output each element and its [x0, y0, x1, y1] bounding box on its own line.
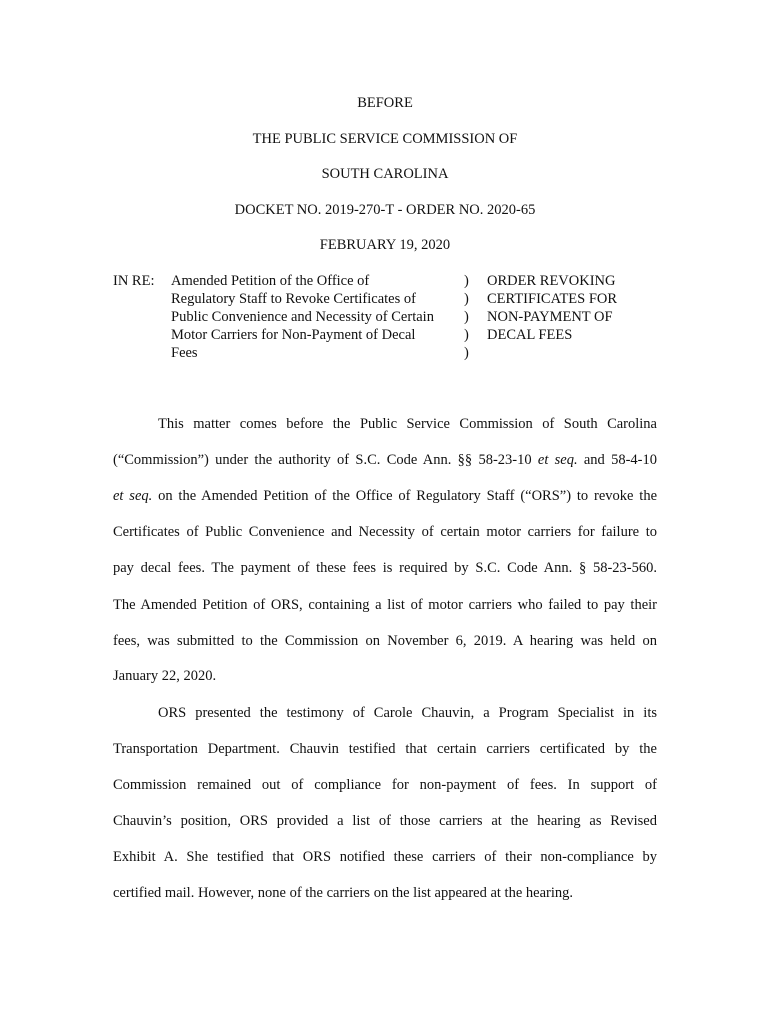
caption-paren: ): [464, 345, 469, 361]
caption-line: Regulatory Staff to Revoke Certificates of: [171, 291, 416, 307]
caption-paren: ): [464, 291, 469, 307]
paragraph-1-line: [113, 451, 657, 469]
italic-text: et seq.: [537, 452, 578, 468]
paragraph-1-line: The Amended Petition of ORS, containing a list of motor carriers who failed to pay their: [113, 597, 657, 613]
order-title-line: NON-PAYMENT OF: [487, 309, 613, 325]
paragraph-2-line: ORS presented the testimony of Carole Chauvin, a Program Specialist in its: [158, 705, 657, 721]
order-date: FEBRUARY 19, 2020: [319, 237, 451, 253]
caption-paren: ): [464, 309, 469, 325]
order-title-line: CERTIFICATES FOR: [487, 291, 618, 307]
caption-parentheses: [464, 272, 469, 362]
paragraph-1-line: pay decal fees. The payment of these fees is required by S.C. Code Ann. § 58-23-560.: [113, 560, 657, 576]
paragraph-2-line: Exhibit A. She testified that ORS notified these carriers of their non-compliance by: [113, 849, 657, 865]
caption-line: Amended Petition of the Office of: [171, 273, 370, 289]
header-commission: THE PUBLIC SERVICE COMMISSION OF: [252, 131, 518, 147]
paragraph-1-line: [113, 487, 657, 505]
caption-paren: ): [464, 273, 469, 289]
caption-line: Motor Carriers for Non-Payment of Decal: [171, 327, 416, 343]
header-before: BEFORE: [357, 95, 413, 111]
order-title-line: DECAL FEES: [487, 327, 573, 343]
order-title: [487, 272, 617, 344]
paragraph-1-line: This matter comes before the Public Service Commission of South Carolina: [158, 416, 657, 432]
docket-number: DOCKET NO. 2019-270-T - ORDER NO. 2020-65: [234, 202, 536, 218]
order-title-line: ORDER REVOKING: [487, 273, 616, 289]
caption-description: [171, 272, 434, 362]
text-run: and 58-4-10: [577, 452, 658, 468]
italic-text: et seq.: [113, 488, 153, 504]
text-run: (“Commission”) under the authority of S.C. Code Ann. §§ 58-23-10: [113, 452, 538, 468]
in-re-label: IN RE:: [113, 273, 155, 289]
paragraph-2-line: certified mail. However, none of the carriers on the list appeared at the hearing.: [113, 885, 573, 901]
text-run: on the Amended Petition of the Office of Regulatory Staff (“ORS”) to revoke the: [152, 488, 658, 504]
caption-paren: ): [464, 327, 469, 343]
paragraph-2-line: Transportation Department. Chauvin testified that certain carriers certificated by the: [113, 741, 657, 757]
paragraph-1-line: Certificates of Public Convenience and Necessity of certain motor carriers for failure to: [113, 524, 657, 540]
caption-line: Fees: [171, 345, 198, 361]
caption-line: Public Convenience and Necessity of Certain: [171, 309, 434, 325]
paragraph-2-line: Chauvin’s position, ORS provided a list of those carriers at the hearing as Revised: [113, 813, 657, 829]
header-state: SOUTH CAROLINA: [321, 166, 449, 182]
paragraph-2-line: Commission remained out of compliance for non-payment of fees. In support of: [113, 777, 657, 793]
paragraph-1-line: January 22, 2020.: [113, 668, 217, 684]
paragraph-1-line: fees, was submitted to the Commission on November 6, 2019. A hearing was held on: [113, 633, 657, 649]
